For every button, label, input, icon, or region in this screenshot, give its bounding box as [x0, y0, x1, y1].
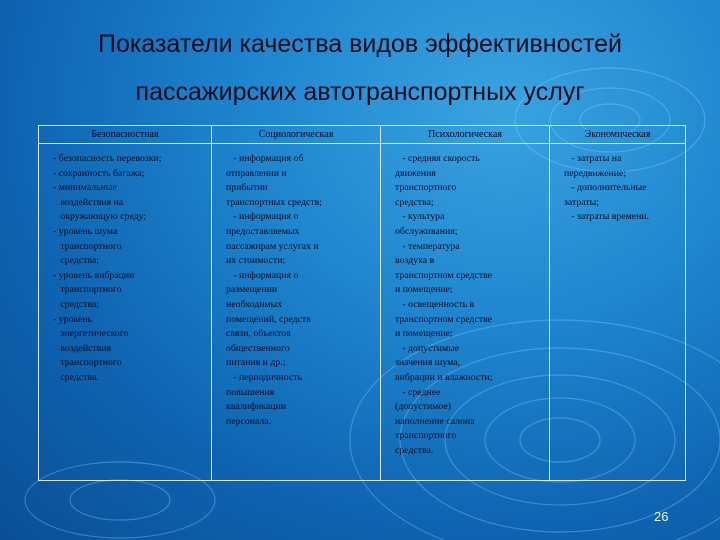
header-safety: Безопасностная: [39, 126, 212, 144]
column-sociological-content: [212, 144, 381, 480]
cell-line: и помещение;: [395, 328, 453, 340]
cell-line: воздуха в: [395, 255, 435, 267]
cell-line: связи, объектов: [226, 328, 291, 340]
cell-line: помещений, средств: [226, 313, 311, 325]
page-number: 26: [654, 509, 669, 524]
cell-line: необходимых: [226, 298, 283, 310]
cell-line: - допустимые: [395, 342, 460, 354]
cell-line: передвижение;: [564, 167, 627, 179]
cell-line: движения: [395, 167, 436, 179]
cell-line: - средняя скорость: [395, 153, 480, 164]
cell-line: транспортного: [53, 357, 122, 369]
cell-line: - минимальные: [53, 182, 117, 194]
cell-line: (допустимое): [395, 401, 451, 413]
cell-line: - температура: [395, 240, 460, 252]
cell-line: транспортного: [395, 430, 457, 442]
cell-line: наполнение салона: [395, 415, 475, 427]
cell-line: средства.: [395, 444, 434, 456]
column-safety-content: [39, 144, 212, 480]
cell-line: транспортном средстве: [395, 269, 493, 281]
header-economic: Экономическая: [550, 126, 685, 144]
cell-line: - периодичность: [226, 371, 303, 383]
cell-line: питания и др.;: [226, 357, 286, 369]
cell-line: - дополнительные: [564, 182, 647, 194]
cell-line: транспортных средств;: [226, 196, 323, 208]
slide-title-line-2: пассажирских автотранспортных услуг: [135, 78, 585, 106]
cell-line: обслуживания;: [395, 225, 458, 237]
cell-line: - освещенность в: [395, 298, 475, 310]
cell-line: - информация о: [226, 269, 299, 281]
cell-line: их стоимости;: [226, 255, 286, 267]
cell-line: - уровень: [53, 313, 93, 325]
cell-line: - информация о: [226, 211, 299, 223]
column-psychological-content: [381, 144, 550, 480]
cell-line: окружающую среду;: [53, 211, 147, 223]
cell-line: повышения: [226, 386, 275, 398]
cell-line: воздействия на: [53, 196, 124, 208]
cell-line: персонала.: [226, 415, 272, 427]
cell-line: транспортном средстве: [395, 313, 493, 325]
cell-line: средства.: [53, 371, 99, 383]
cell-line: - среднее: [395, 386, 441, 398]
cell-line: воздействия: [53, 342, 112, 354]
cell-line: - затраты на: [564, 153, 622, 164]
cell-line: предоставляемых: [226, 225, 300, 237]
cell-line: прибытии: [226, 182, 268, 194]
cell-line: - затраты времени.: [564, 211, 650, 223]
cell-line: затраты;: [564, 196, 599, 208]
cell-line: - уровень вибрации: [53, 269, 135, 281]
cell-line: - сохранность багажа;: [53, 167, 145, 179]
cell-line: общественного: [226, 342, 290, 354]
cell-line: средства;: [53, 298, 99, 310]
cell-line: средства;: [395, 196, 434, 208]
cell-line: значения шума,: [395, 357, 461, 369]
cell-line: - безопасность перевозки;: [53, 153, 162, 164]
cell-line: и помещение;: [395, 284, 453, 296]
cell-line: квалификации: [226, 401, 287, 413]
cell-line: - культура: [395, 211, 445, 223]
cell-line: энергетического: [53, 328, 129, 340]
header-psychological: Психологическая: [381, 126, 550, 144]
column-economic-content: [550, 144, 685, 480]
cell-line: транспортного: [53, 284, 122, 296]
slide-title-line-1: Показатели качества видов эффективностей: [97, 30, 623, 58]
cell-line: транспортного: [395, 182, 457, 194]
quality-indicators-table: [38, 125, 686, 481]
cell-line: размещении: [226, 284, 278, 296]
cell-line: пассажирам услугах и: [226, 240, 319, 252]
cell-line: отправлении и: [226, 167, 287, 179]
cell-line: - уровень шума: [53, 225, 118, 237]
cell-line: вибрации и влажности;: [395, 371, 493, 383]
cell-line: - информация об: [226, 153, 304, 164]
header-sociological: Социологическая: [212, 126, 381, 144]
cell-line: средства;: [53, 255, 99, 267]
cell-line: транспортного: [53, 240, 122, 252]
